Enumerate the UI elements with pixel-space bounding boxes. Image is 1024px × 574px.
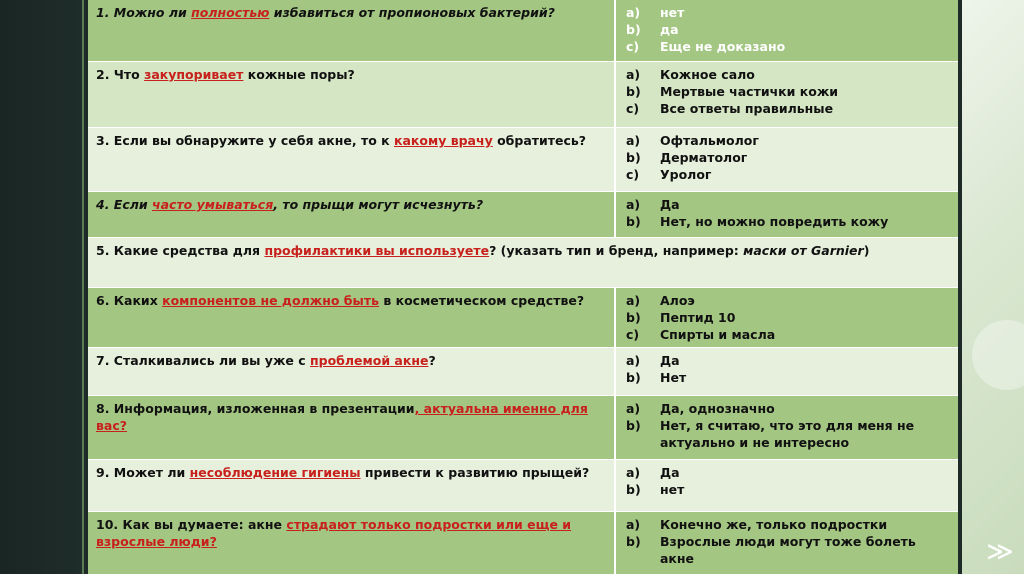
question-text: 8. Информация, изложенная в презентации, актуальна именно для вас? [88, 396, 616, 459]
answer-option-a: a) Да, однозначно [626, 401, 775, 416]
answer-options [616, 288, 958, 347]
example-text: маски от Garnier [743, 243, 864, 258]
survey-table [88, 0, 958, 574]
question-text: 6. Каких компонентов не должно быть в косметическом средстве? [88, 288, 616, 347]
answer-option-a: a) нет [626, 5, 685, 20]
keyword: проблемой акне [309, 353, 429, 368]
answer-option-c: c) Уролог [626, 167, 712, 182]
keyword: несоблюдение гигиены [189, 465, 361, 480]
answer-options [616, 0, 958, 61]
question-text: 9. Может ли несоблюдение гигиены привести к развитию прыщей? [88, 460, 616, 511]
answer-option-a: a) Кожное сало [626, 67, 755, 82]
question-text: 2. Что закупоривает кожные поры? [88, 62, 616, 127]
answer-options [616, 62, 958, 127]
answer-option-c: c) Спирты и масла [626, 327, 776, 342]
answer-option-b: b) Пептид 10 [626, 310, 736, 325]
question-row-8 [88, 396, 958, 460]
keyword: полностью [191, 5, 270, 20]
answer-option-c: c) Все ответы правильные [626, 101, 834, 116]
answer-option-b: b) Нет [626, 370, 687, 385]
answer-option-b: b) Взрослые люди могут тоже болеть акне [626, 534, 916, 566]
answer-options [616, 460, 958, 511]
keyword: какому врачу [393, 133, 493, 148]
answer-options [616, 348, 958, 395]
answer-option-b: b) нет [626, 482, 685, 497]
question-text: 1. Можно ли полностью избавиться от пропионовых бактерий? [88, 0, 616, 61]
answer-option-a: a) Офтальмолог [626, 133, 759, 148]
question-row-1 [88, 0, 958, 62]
keyword: страдают только подростки или еще и взрослые люди? [96, 517, 572, 549]
answer-option-c: c) Еще не доказано [626, 39, 786, 54]
keyword: компонентов не должно быть [162, 293, 379, 308]
question-row-3 [88, 128, 958, 192]
question-row-9 [88, 460, 958, 512]
left-divider-line [82, 0, 84, 574]
keyword: часто умываться [152, 197, 274, 212]
question-row-6 [88, 288, 958, 348]
question-row-5 [88, 238, 958, 288]
answer-option-b: b) Дерматолог [626, 150, 748, 165]
chevron-right-icon: ≫ [986, 537, 1014, 567]
question-row-10 [88, 512, 958, 574]
answer-options [616, 192, 958, 237]
question-text: 10. Как вы думаете: акне страдают только подростки или еще и взрослые люди? [88, 512, 616, 574]
keyword: профилактики вы используете [264, 243, 490, 258]
answer-option-a: a) Да [626, 465, 680, 480]
question-row-7 [88, 348, 958, 396]
answer-option-b: b) Мертвые частички кожи [626, 84, 839, 99]
answer-option-b: b) да [626, 22, 679, 37]
question-text: 5. Какие средства для профилактики вы используете? (указать тип и бренд, например: маски от Garnier) [96, 243, 870, 258]
answer-option-a: a) Да [626, 353, 680, 368]
answer-options [616, 128, 958, 191]
answer-option-a: a) Конечно же, только подростки [626, 517, 888, 532]
question-text: 4. Если часто умываться, то прыщи могут исчезнуть? [88, 192, 616, 237]
question-row-4 [88, 192, 958, 238]
answer-option-a: a) Да [626, 197, 680, 212]
answer-options [616, 396, 958, 459]
keyword: , актуальна именно для вас? [96, 401, 588, 433]
left-dark-band [0, 0, 84, 574]
keyword: закупоривает [144, 67, 244, 82]
question-text: 7. Сталкивались ли вы уже с проблемой акне? [88, 348, 616, 395]
question-row-2 [88, 62, 958, 128]
answer-option-a: a) Алоэ [626, 293, 695, 308]
question-text: 3. Если вы обнаружите у себя акне, то к какому врачу обратитесь? [88, 128, 616, 191]
right-decor-band [962, 0, 1024, 574]
answer-options [616, 512, 958, 574]
answer-option-b: b) Нет, я считаю, что это для меня не актуально и не интересно [626, 418, 915, 450]
answer-option-b: b) Нет, но можно повредить кожу [626, 214, 889, 229]
